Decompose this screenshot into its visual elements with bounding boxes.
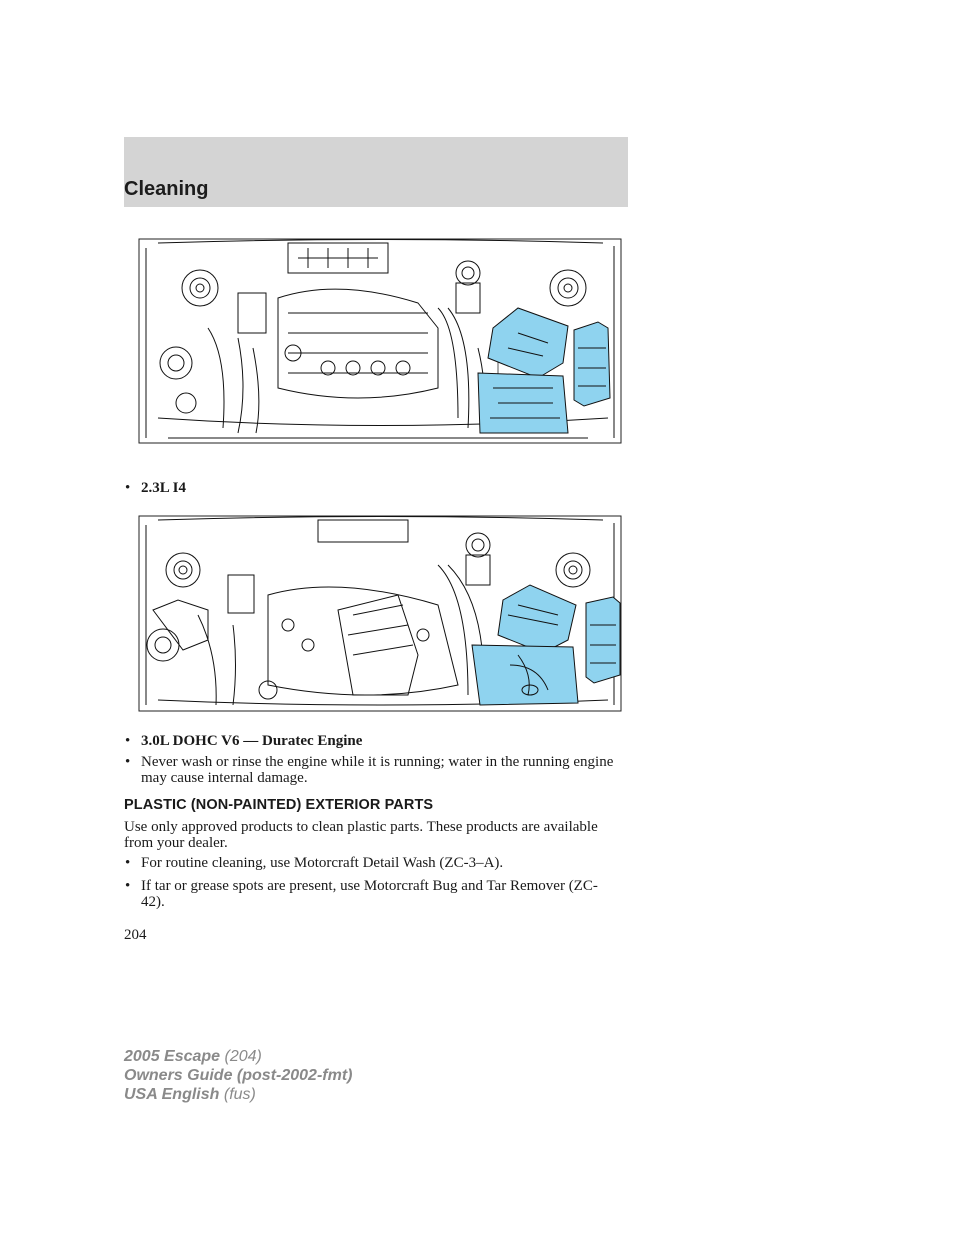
figure-caption-3-0l [124,733,614,749]
caption-text: 2.3L I4 [141,480,187,496]
footer-model: 2005 Escape [124,1048,221,1065]
bullet-text: For routine cleaning, use Motorcraft Detail Wash (ZC-3–A). [141,855,504,871]
engine-illustration-3-0l-v6 [138,515,622,712]
footer-line-1 [124,1047,352,1066]
page-number: 204 [124,927,147,943]
bullet-dot: • [125,733,131,749]
intro-paragraph: Use only approved products to clean plastic parts. These products are available from your dealer. [124,819,598,851]
engine-illustration-2-3l [138,238,622,444]
section-header [124,137,628,207]
bullet-dot: • [125,480,131,496]
figure-caption-2-3l [124,480,614,496]
bullet-text: Never wash or rinse the engine while it is running; water in the running engine may cause internal damage. [141,754,614,786]
footer-lang-code: (fus) [223,1086,256,1103]
bullet-dot: • [125,878,131,894]
section-title: Cleaning [124,178,209,200]
footer-line-3 [124,1085,352,1104]
document-footer [124,1047,352,1104]
caption-text: 3.0L DOHC V6 — Duratec Engine [141,733,363,749]
list-item [124,855,614,871]
footer-line-2 [124,1066,352,1085]
bullet-dot: • [125,855,131,871]
warning-bullet [124,754,614,786]
footer-guide: Owners Guide (post-2002-fmt) [124,1067,353,1084]
section-subheading: PLASTIC (NON-PAINTED) EXTERIOR PARTS [124,797,434,813]
bullet-text: If tar or grease spots are present, use Motorcraft Bug and Tar Remover (ZC-42). [141,878,598,910]
footer-page-ref: (204) [224,1048,262,1065]
list-item [124,878,614,910]
bullet-dot: • [125,754,131,770]
footer-language: USA English [124,1086,220,1103]
